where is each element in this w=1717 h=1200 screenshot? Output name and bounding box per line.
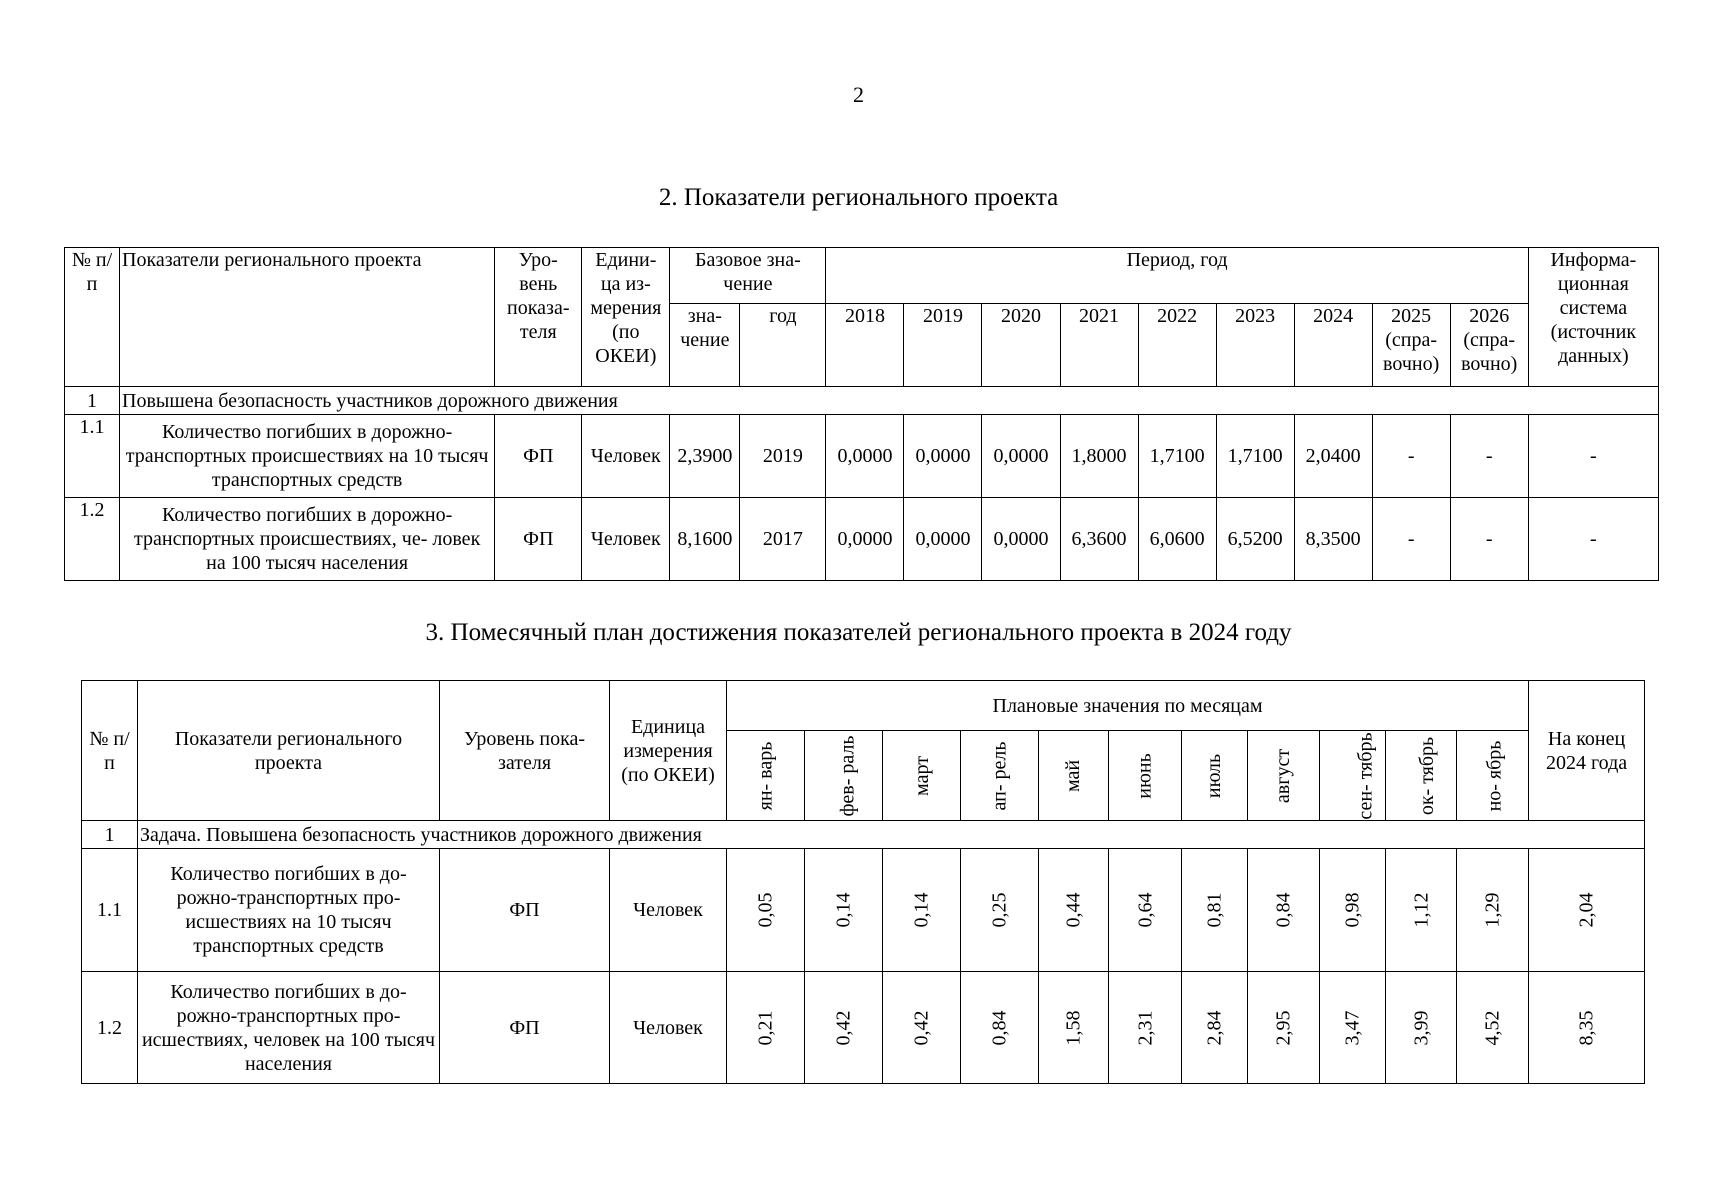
header-num: № п/п	[82, 681, 138, 821]
row-value: 8,3500	[1294, 498, 1372, 581]
header-base-value: зна- чение	[670, 304, 740, 387]
header-year: 2024	[1294, 304, 1372, 387]
row-end-value: 2,04	[1575, 892, 1598, 928]
row-unit: Человек	[582, 498, 670, 581]
header-base-year: год	[740, 304, 826, 387]
table-row	[65, 415, 1659, 498]
row-value: -	[1372, 498, 1450, 581]
group-title: Задача. Повышена безопасность участников дорожного движения	[138, 821, 1645, 849]
table-row	[65, 498, 1659, 581]
header-month: март	[910, 755, 933, 796]
row-end-value: 8,35	[1575, 1010, 1598, 1045]
row-indicator-name: Количество погибших в до- рожно-транспортных про- исшествиях на 10 тысяч транспортных средств	[138, 849, 440, 972]
row-month-value: 0,42	[832, 1010, 855, 1045]
row-value: 0,0000	[904, 498, 982, 581]
row-month-value: 0,14	[832, 892, 855, 928]
row-month-value: 1,29	[1481, 892, 1504, 928]
header-year: 2021	[1060, 304, 1138, 387]
row-info-system: -	[1528, 498, 1658, 581]
header-month: ок- тябрь	[1416, 736, 1439, 815]
header-month: август	[1272, 748, 1295, 803]
row-month-value: 0,05	[754, 892, 777, 928]
row-month-value: 0,81	[1203, 892, 1226, 928]
row-value: 1,7100	[1216, 415, 1294, 498]
row-unit: Человек	[610, 849, 727, 972]
header-month: ян- варь	[754, 741, 777, 810]
row-value: 0,0000	[982, 498, 1060, 581]
header-year: 2022	[1138, 304, 1216, 387]
header-period: Период, год	[826, 248, 1528, 304]
group-title: Повышена безопасность участников дорожного движения	[120, 387, 1659, 415]
header-base: Базовое зна- чение	[670, 248, 826, 304]
row-value: -	[1372, 415, 1450, 498]
table-row	[82, 849, 1645, 972]
row-value: -	[1450, 498, 1528, 581]
row-value: 6,5200	[1216, 498, 1294, 581]
row-num: 1.2	[82, 972, 138, 1084]
regional-indicators-table	[64, 247, 1659, 581]
row-month-value: 2,95	[1272, 1010, 1295, 1045]
row-indicator-name: Количество погибших в до- рожно-транспортных про- исшествиях, человек на 100 тысяч населения	[138, 972, 440, 1084]
table-row	[82, 972, 1645, 1084]
row-num: 1.2	[65, 498, 120, 581]
row-value: 0,0000	[826, 498, 904, 581]
page-number: 2	[853, 82, 864, 107]
row-month-value: 0,42	[910, 1010, 933, 1045]
header-month: сен- тябрь	[1354, 731, 1377, 820]
header-indicator: Показатели регионального проекта	[138, 681, 440, 821]
row-indicator-name: Количество погибших в дорожно- транспортных происшествиях на 10 тысяч транспортных средств	[120, 415, 495, 498]
header-plan: Плановые значения по месяцам	[727, 681, 1529, 731]
header-year: 2020	[982, 304, 1060, 387]
header-month: июль	[1203, 753, 1226, 798]
row-value: 1,7100	[1138, 415, 1216, 498]
header-level: Уровень пока- зателя	[440, 681, 610, 821]
row-level: ФП	[440, 849, 610, 972]
row-num: 1.1	[82, 849, 138, 972]
row-value: 0,0000	[982, 415, 1060, 498]
header-year: 2023	[1216, 304, 1294, 387]
row-indicator-name: Количество погибших в дорожно- транспортных происшествиях, че- ловек на 100 тысяч населения	[120, 498, 495, 581]
row-unit: Человек	[610, 972, 727, 1084]
row-month-value: 0,64	[1134, 892, 1156, 928]
row-value: 0,0000	[826, 415, 904, 498]
row-value: 1,8000	[1060, 415, 1138, 498]
row-num: 1.1	[65, 415, 120, 498]
header-month: но- ябрь	[1483, 740, 1506, 811]
header-month: фев- раль	[836, 734, 859, 817]
section-2-title: 2. Показатели регионального проекта	[658, 184, 1059, 211]
row-month-value: 3,99	[1410, 1010, 1432, 1045]
row-value: 0,0000	[904, 415, 982, 498]
header-year: 2026 (спра- вочно)	[1450, 304, 1528, 387]
row-month-value: 1,12	[1410, 892, 1432, 928]
row-month-value: 0,14	[910, 892, 933, 928]
row-base-value: 8,1600	[670, 498, 740, 581]
header-month: июнь	[1134, 752, 1156, 799]
row-base-year: 2017	[740, 498, 826, 581]
row-month-value: 0,25	[988, 892, 1011, 928]
header-unit: Единица измерения (по ОКЕИ)	[610, 681, 727, 821]
row-month-value: 0,98	[1341, 892, 1364, 928]
row-month-value: 4,52	[1481, 1010, 1504, 1045]
row-month-value: 1,58	[1062, 1010, 1085, 1045]
row-month-value: 3,47	[1341, 1010, 1364, 1045]
row-value: 2,0400	[1294, 415, 1372, 498]
group-num: 1	[82, 821, 138, 849]
row-base-year: 2019	[740, 415, 826, 498]
header-year: 2019	[904, 304, 982, 387]
row-value: 6,3600	[1060, 498, 1138, 581]
header-unit: Едини- ца из- мерения (по ОКЕИ)	[582, 248, 670, 387]
row-month-value: 0,84	[1272, 892, 1295, 928]
row-base-value: 2,3900	[670, 415, 740, 498]
monthly-plan-table	[81, 680, 1645, 1084]
header-year: 2018	[826, 304, 904, 387]
row-level: ФП	[495, 415, 582, 498]
row-value: 6,0600	[1138, 498, 1216, 581]
header-month: ап- рель	[988, 741, 1011, 810]
header-num: № п/п	[65, 248, 120, 387]
header-indicator: Показатели регионального проекта	[120, 248, 495, 387]
header-end-of-year: На конец 2024 года	[1529, 681, 1645, 821]
row-value: -	[1450, 415, 1528, 498]
row-month-value: 0,84	[988, 1010, 1011, 1045]
row-month-value: 2,84	[1203, 1010, 1226, 1045]
row-level: ФП	[440, 972, 610, 1084]
row-month-value: 0,21	[754, 1010, 777, 1045]
row-month-value: 2,31	[1134, 1010, 1156, 1045]
row-unit: Человек	[582, 415, 670, 498]
section-3-title: 3. Помесячный план достижения показателей регионального проекта в 2024 году	[425, 619, 1292, 646]
row-month-value: 0,44	[1062, 892, 1085, 928]
header-year: 2025 (спра- вочно)	[1372, 304, 1450, 387]
group-num: 1	[65, 387, 120, 415]
header-info-system: Информа- ционная система (источник данных)	[1528, 248, 1658, 387]
row-level: ФП	[495, 498, 582, 581]
header-level: Уро- вень показа- теля	[495, 248, 582, 387]
row-info-system: -	[1528, 415, 1658, 498]
header-month: май	[1062, 759, 1085, 792]
